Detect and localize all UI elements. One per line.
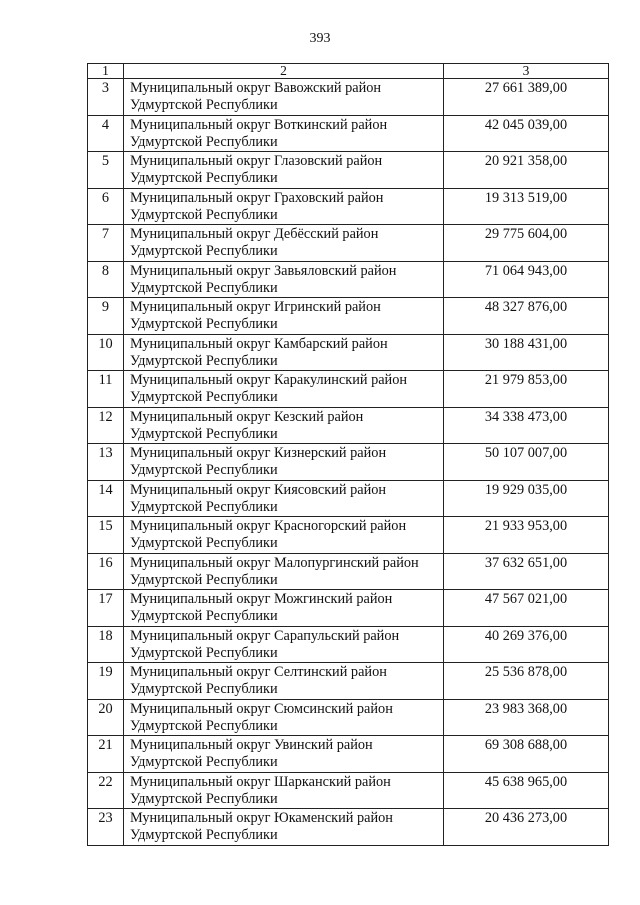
table-row [88,517,609,554]
amount: 23 983 368,00 [444,699,609,736]
amount: 69 308 688,00 [444,736,609,773]
row-number: 17 [88,590,124,627]
table-row [88,663,609,700]
municipality-name: Муниципальный округ Завьяловский район Удмуртской Республики [124,261,444,298]
municipality-name: Муниципальный округ Камбарский район Удмуртской Республики [124,334,444,371]
amount: 19 313 519,00 [444,188,609,225]
row-number: 15 [88,517,124,554]
amount: 42 045 039,00 [444,115,609,152]
amount: 50 107 007,00 [444,444,609,481]
amount: 40 269 376,00 [444,626,609,663]
table-row [88,371,609,408]
municipality-name: Муниципальный округ Кезский район Удмуртской Республики [124,407,444,444]
municipality-name: Муниципальный округ Воткинский район Удмуртской Республики [124,115,444,152]
table-row [88,626,609,663]
table-row [88,225,609,262]
table-row [88,736,609,773]
table-row [88,809,609,846]
municipality-name: Муниципальный округ Юкаменский район Удмуртской Республики [124,809,444,846]
header-column-2: 2 [124,64,444,79]
row-number: 19 [88,663,124,700]
municipality-name: Муниципальный округ Кизнерский район Удмуртской Республики [124,444,444,481]
municipality-name: Муниципальный округ Вавожский район Удмуртской Республики [124,79,444,116]
amount: 20 921 358,00 [444,152,609,189]
row-number: 7 [88,225,124,262]
row-number: 23 [88,809,124,846]
municipality-name: Муниципальный округ Увинский район Удмуртской Республики [124,736,444,773]
row-number: 6 [88,188,124,225]
table-row [88,152,609,189]
row-number: 22 [88,772,124,809]
table-header [88,64,609,79]
row-number: 8 [88,261,124,298]
page-number: 393 [309,31,331,46]
amount: 21 979 853,00 [444,371,609,408]
row-number: 14 [88,480,124,517]
amount: 25 536 878,00 [444,663,609,700]
amount: 47 567 021,00 [444,590,609,627]
table-row [88,699,609,736]
municipality-name: Муниципальный округ Можгинский район Удмуртской Республики [124,590,444,627]
table-row [88,553,609,590]
amount: 29 775 604,00 [444,225,609,262]
amount: 27 661 389,00 [444,79,609,116]
municipality-name: Муниципальный округ Селтинский район Удмуртской Республики [124,663,444,700]
table-row [88,444,609,481]
municipality-name: Муниципальный округ Сюмсинский район Удмуртской Республики [124,699,444,736]
header-column-1: 1 [88,64,124,79]
row-number: 4 [88,115,124,152]
table-row [88,115,609,152]
municipality-name: Муниципальный округ Сарапульский район Удмуртской Республики [124,626,444,663]
table-row [88,590,609,627]
amount: 19 929 035,00 [444,480,609,517]
amount: 37 632 651,00 [444,553,609,590]
amount: 21 933 953,00 [444,517,609,554]
municipality-name: Муниципальный округ Малопургинский район Удмуртской Республики [124,553,444,590]
municipality-name: Муниципальный округ Граховский район Удмуртской Республики [124,188,444,225]
municipality-name: Муниципальный округ Глазовский район Удмуртской Республики [124,152,444,189]
row-number: 16 [88,553,124,590]
row-number: 13 [88,444,124,481]
amount: 30 188 431,00 [444,334,609,371]
table-row [88,188,609,225]
amount: 34 338 473,00 [444,407,609,444]
amount: 48 327 876,00 [444,298,609,335]
header-row [88,64,609,79]
row-number: 3 [88,79,124,116]
row-number: 10 [88,334,124,371]
table-row [88,261,609,298]
row-number: 5 [88,152,124,189]
municipality-name: Муниципальный округ Игринский район Удмуртской Республики [124,298,444,335]
municipality-name: Муниципальный округ Каракулинский район Удмуртской Республики [124,371,444,408]
row-number: 21 [88,736,124,773]
row-number: 20 [88,699,124,736]
row-number: 12 [88,407,124,444]
table-row [88,334,609,371]
amount: 71 064 943,00 [444,261,609,298]
table-row [88,480,609,517]
header-column-3: 3 [444,64,609,79]
row-number: 11 [88,371,124,408]
table-row [88,79,609,116]
amount: 45 638 965,00 [444,772,609,809]
municipality-name: Муниципальный округ Шарканский район Удмуртской Республики [124,772,444,809]
row-number: 9 [88,298,124,335]
budget-table [87,63,609,846]
table-row [88,772,609,809]
table-body [88,79,609,846]
municipality-name: Муниципальный округ Дебёсский район Удмуртской Республики [124,225,444,262]
row-number: 18 [88,626,124,663]
municipality-name: Муниципальный округ Киясовский район Удмуртской Республики [124,480,444,517]
amount: 20 436 273,00 [444,809,609,846]
table-row [88,298,609,335]
table-row [88,407,609,444]
municipality-name: Муниципальный округ Красногорский район Удмуртской Республики [124,517,444,554]
